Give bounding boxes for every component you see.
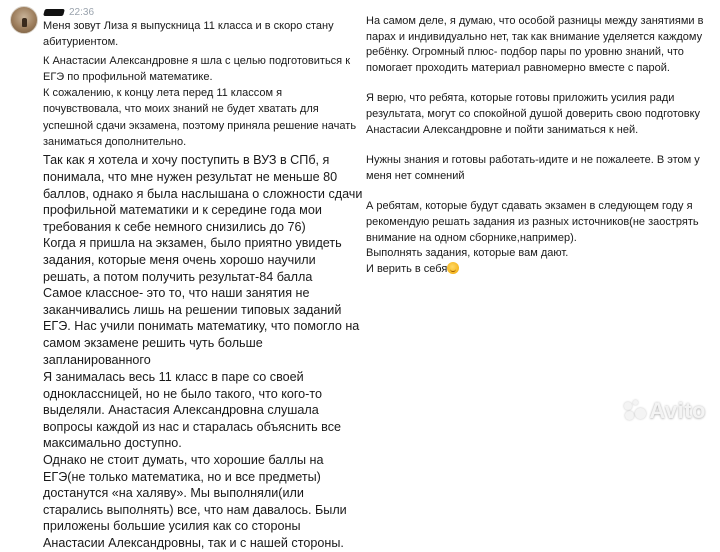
- paragraph: К сожалению, к концу лета перед 11 классом я почувствовала, что моих знаний не будет хватать для успешной сдачи экзамена, поэтому приняла решение начать заниматься дополнительно.: [43, 87, 357, 149]
- message-text-left: [43, 18, 363, 552]
- paragraph-last: [366, 262, 711, 278]
- paragraph: Я занималась весь 11 класс в паре со своей одноклассницей, но не было такого, что кого-то выделяли. Анастасия Александровна слушала вопросы каждой из нас и старалась объяснить все максимально доступно.: [43, 370, 342, 451]
- paragraph: Нужны знания и готовы работать-идите и не пожалеете. В этом у меня нет сомнений: [366, 154, 700, 182]
- paragraph: Когда я пришла на экзамен, было приятно увидеть задания, которые меня очень хорошо научили решать, а потом получить результат-84 балла: [43, 236, 342, 284]
- paragraph: Меня зовут Лиза я выпускница 11 класса и в скоро стану абитуриентом.: [43, 20, 334, 49]
- paragraph: Выполнять задания, которые вам дают.: [366, 247, 569, 260]
- avatar[interactable]: [10, 6, 38, 34]
- smiling-face-emoji-icon: [447, 262, 459, 274]
- paragraph: Так как я хотела и хочу поступить в ВУЗ в СПб, я понимала, что мне нужен результат не меньше 80 баллов, однако я была наслышана о сложности сдачи профильной математики и к середине года мои требования к себе немного снизились до 76): [43, 153, 363, 234]
- avito-logo-icon: [624, 400, 646, 422]
- paragraph: К Анастасии Александровне я шла с целью подготовиться к ЕГЭ по профильной математике.: [43, 54, 351, 83]
- sender-name-redacted[interactable]: [43, 9, 65, 16]
- message-time: 22:36: [69, 6, 95, 18]
- avito-watermark-text: Avito: [649, 398, 706, 423]
- paragraph: На самом деле, я думаю, что особой разницы между занятиями в парах и индивидуально нет, так как внимание уделяется каждому ребёнку. Огромный плюс- подбор пары по уровню знаний, что помогает проходить материал равномерно вместе с парой.: [366, 15, 704, 74]
- paragraph: А ребятам, которые будут сдавать экзамен в следующем году я рекомендую решать задания из разных источников(не заострять внимание на одном сборнике,например).: [366, 200, 699, 244]
- paragraph: Однако не стоит думать, что хорошие баллы на ЕГЭ(не только математика, но и все предметы) достанутся «на халяву». Мы выполняли(или старались выполнять) все, что нам давалось. Были приложены большие усилия как со стороны Анастасии Александровны, так и с нашей стороны.: [43, 453, 347, 551]
- paragraph: Я верю, что ребята, которые готовы приложить усилия ради результата, могут со спокойной душой доверить свою подготовку Анастасии Александровне и пойти заниматься к ней.: [366, 92, 701, 136]
- avatar-figure: [22, 18, 27, 27]
- message-text-right: [366, 14, 711, 277]
- avito-watermark: [624, 398, 706, 424]
- paragraph-text: И верить в себя: [366, 262, 448, 275]
- message-header: [44, 6, 94, 18]
- paragraph: Самое классное- это то, что наши занятия не заканчивались лишь на решении типовых заданий ЕГЭ. Нас учили понимать математику, что помогло на самом экзамене решить чуть больше запланированного: [43, 286, 360, 367]
